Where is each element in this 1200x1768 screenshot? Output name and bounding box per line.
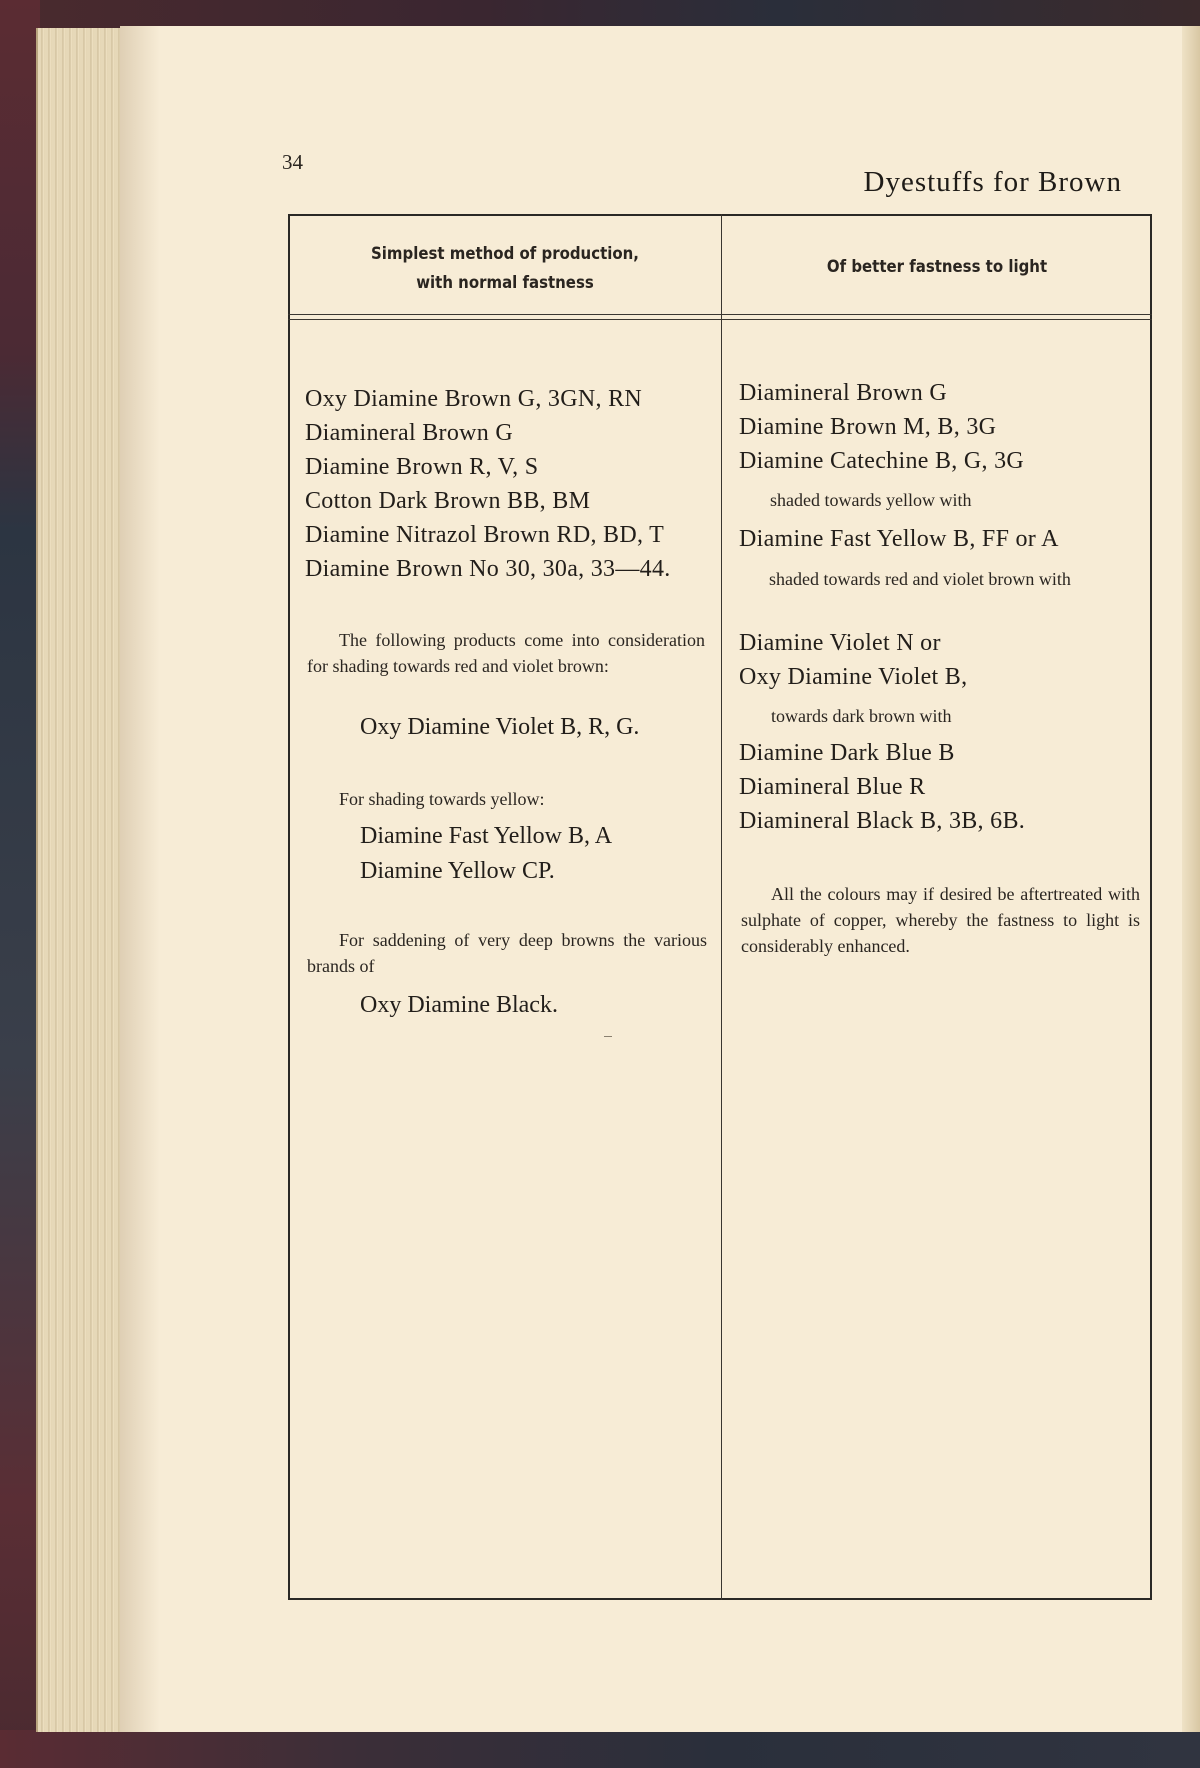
dye-item: Diamine Fast Yellow B, A — [360, 823, 613, 849]
right-main-dye-list — [739, 376, 1149, 478]
header-divider — [288, 314, 1152, 320]
dye-item: Diamine Nitrazol Brown RD, BD, T — [305, 522, 665, 548]
saddening-dye-list — [360, 988, 558, 1023]
gutter-shadow — [120, 26, 160, 1732]
shading-red-note: The following products come into consideration for shading towards red and violet brown: — [307, 630, 705, 676]
aftertreatment-note: All the colours may if desired be aftertreated with sulphate of copper, whereby the fastness to light is considerably enhanced. — [741, 884, 1140, 956]
red-violet-note: shaded towards red and violet brown with — [769, 569, 1071, 589]
yellow-note: shaded towards yellow with — [770, 490, 972, 510]
dark-brown-note: towards dark brown with — [771, 706, 952, 726]
dye-item: Diamine Catechine B, G, 3G — [739, 448, 1025, 474]
shading-red-dye-list — [360, 710, 639, 745]
dye-item: Diamine Violet N or — [739, 630, 941, 656]
left-column-header — [325, 240, 686, 298]
facing-page-edge — [1182, 26, 1200, 1732]
saddening-note: For saddening of very deep browns the various brands of — [307, 930, 707, 976]
shading-yellow-dye-list — [360, 819, 612, 889]
book-cover-left — [0, 0, 40, 1768]
book-cover-bottom — [0, 1730, 1200, 1768]
stray-mark — [604, 1036, 612, 1037]
dye-item: Diamine Fast Yellow B, FF or A — [739, 526, 1059, 552]
page-number: 34 — [282, 150, 303, 174]
yellow-dye-list — [739, 522, 1149, 556]
dye-item: Diamine Yellow CP. — [360, 858, 555, 884]
left-header-line: Simplest method of production, — [371, 244, 639, 264]
dye-item: Diamine Brown R, V, S — [305, 454, 539, 480]
dye-item: Oxy Diamine Brown G, 3GN, RN — [305, 386, 643, 412]
left-main-dye-list — [305, 382, 715, 586]
dye-item: Diamine Brown M, B, 3G — [739, 414, 997, 440]
left-header-line: with normal fastness — [416, 273, 594, 293]
dye-item: Oxy Diamine Violet B, R, G. — [360, 714, 640, 740]
dye-item: Diamineral Blue R — [739, 774, 926, 800]
red-violet-dye-list — [739, 626, 1149, 694]
dye-item: Diamine Dark Blue B — [739, 740, 955, 766]
right-column-header: Of better fastness to light — [826, 257, 1048, 277]
dye-item: Diamine Brown No 30, 30a, 33—44. — [305, 556, 671, 582]
dye-item: Diamineral Brown G — [739, 380, 948, 406]
dye-item: Diamineral Black B, 3B, 6B. — [739, 808, 1026, 834]
dark-brown-dye-list — [739, 736, 1149, 838]
dye-item: Cotton Dark Brown BB, BM — [305, 488, 591, 514]
dye-item: Oxy Diamine Black. — [360, 992, 558, 1018]
running-head: Dyestuffs for Brown — [863, 166, 1122, 198]
dye-item: Diamineral Brown G — [305, 420, 514, 446]
dye-item: Oxy Diamine Violet B, — [739, 664, 968, 690]
column-divider — [721, 214, 722, 1600]
shading-yellow-note: For shading towards yellow: — [339, 789, 545, 809]
